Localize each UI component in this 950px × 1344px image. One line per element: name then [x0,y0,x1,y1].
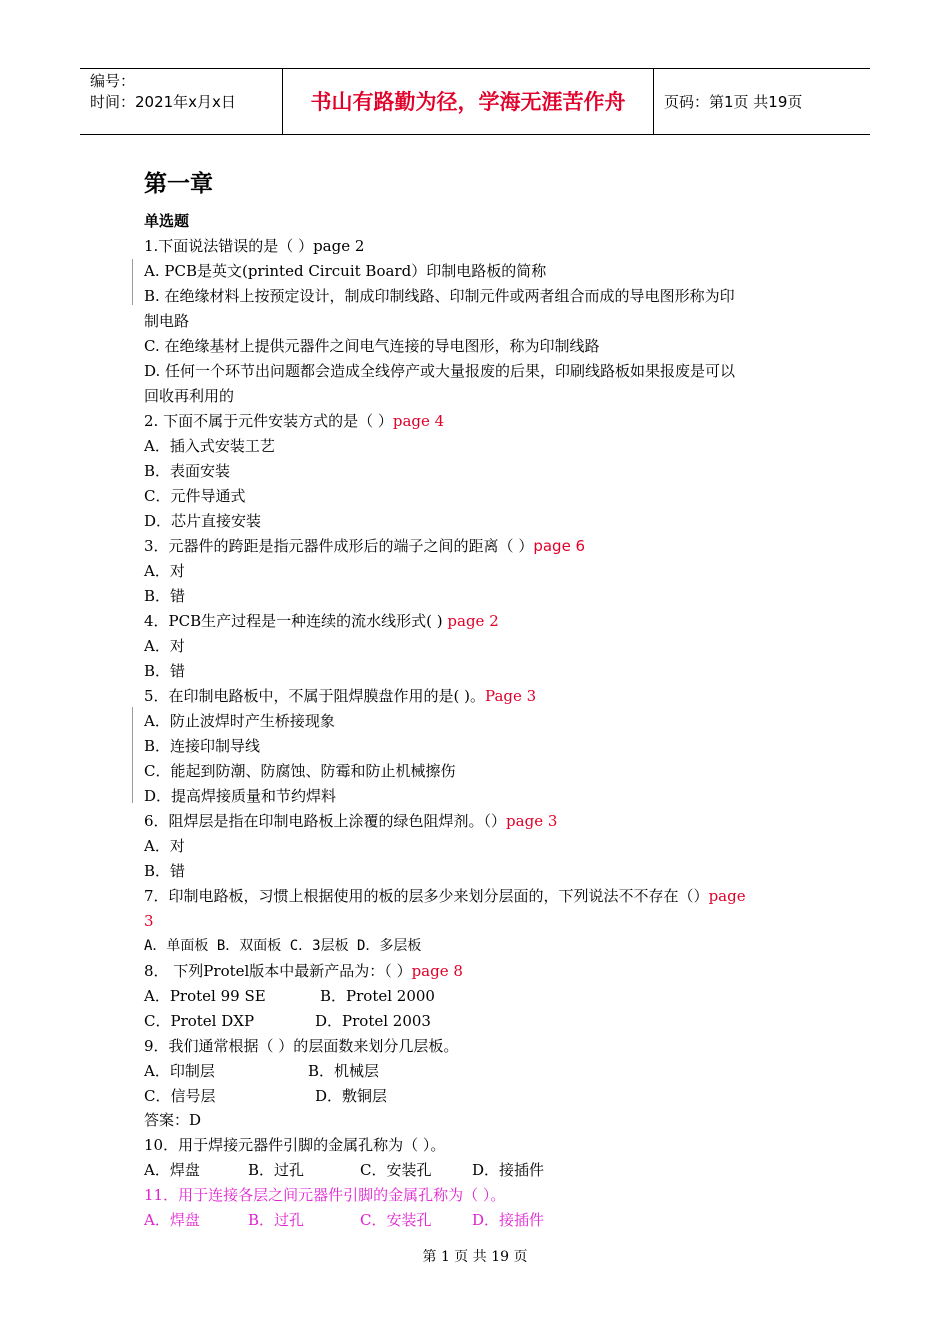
margin-bar [132,707,133,803]
q8-option-a: A．Protel 99 SE [144,987,266,1005]
q3-option-b: B．错 [144,587,186,605]
q9-option-a: A．印制层 [144,1062,215,1080]
q10-option-c: C．安装孔 [360,1161,432,1179]
q8-stem-text: 8． 下列Protel版本中最新产品为：（ ） [144,962,412,980]
q11-option-b: B．过孔 [248,1211,305,1229]
q4-stem-text: 4．PCB生产过程是一种连续的流水线形式( ) [144,612,443,630]
q3-option-a: A．对 [144,562,185,580]
q10-stem: 10．用于焊接元器件引脚的金属孔称为（ ）。 [144,1136,446,1154]
q8-option-d: D．Protel 2003 [315,1012,431,1030]
q7-page-ref-cont: 3 [144,912,154,930]
q1-option-d-cont: 回收再利用的 [144,387,235,405]
q1-option-b: B. 在绝缘材料上按预定设计，制成印制线路、印制元件或两者组合而成的导电图形称为印 [144,287,735,305]
q9-option-c: C．信号层 [144,1087,216,1105]
q8-page-ref: page 8 [411,962,463,980]
q11-option-d: D．接插件 [472,1211,545,1229]
q1-option-b-cont: 制电路 [144,312,190,330]
q11-option-c: C．安装孔 [360,1211,432,1229]
q9-option-d: D．敷铜层 [315,1087,388,1105]
q4-stem [144,611,499,631]
q4-page-ref: page 2 [447,612,499,630]
header-page-label: 页码：第1页 共19页 [664,93,803,111]
q5-option-d: D．提高焊接质量和节约焊料 [144,787,337,805]
q5-option-c: C．能起到防潮、防腐蚀、防霉和防止机械擦伤 [144,762,456,780]
q4-option-a: A．对 [144,637,185,655]
q11-option-a: A．焊盘 [144,1211,200,1229]
q2-option-a: A．插入式安装工艺 [144,437,275,455]
q7-stem [144,886,746,906]
page-header [80,68,870,135]
q4-option-b: B．错 [144,662,186,680]
q5-stem-text: 5．在印制电路板中，不属于阻焊膜盘作用的是( )。 [144,687,486,705]
q9-answer: 答案：D [144,1111,202,1129]
q3-page-ref: page 6 [533,537,586,555]
margin-bar [132,259,133,305]
q6-stem-text: 6．阻焊层是指在印制电路板上涂覆的绿色阻焊剂。（） [144,812,507,830]
header-left [80,69,282,134]
q6-option-b: B．错 [144,862,186,880]
q10-option-b: B．过孔 [248,1161,305,1179]
q1-option-a: A. PCB是英文(printed Circuit Board）印制电路板的简称 [144,262,547,280]
q2-stem [144,411,444,431]
q2-stem-text: 2. 下面不属于元件安装方式的是（ ） [144,412,393,430]
section-title: 单选题 [144,212,190,230]
q2-option-b: B．表面安装 [144,462,231,480]
q1-option-d: D. 任何一个环节出问题都会造成全线停产或大量报废的后果，印刷线路板如果报废是可以 [144,362,736,380]
q7-stem-text: 7．印制电路板，习惯上根据使用的板的层多少来划分层面的，下列说法不不存在（） [144,887,709,905]
q2-option-d: D．芯片直接安装 [144,512,262,530]
q6-option-a: A．对 [144,837,185,855]
q8-stem [144,961,463,981]
q9-option-b: B．机械层 [308,1062,380,1080]
serial-label: 编号： [90,72,136,90]
q9-stem: 9．我们通常根据（ ）的层面数来划分几层板。 [144,1037,459,1055]
q3-stem-text: 3．元器件的跨距是指元器件成形后的端子之间的距离（ ） [144,537,534,555]
q6-page-ref: page 3 [506,812,558,830]
q1-option-c: C. 在绝缘基材上提供元器件之间电气连接的导电图形，称为印制线路 [144,337,600,355]
page-footer: 第 1 页 共 19 页 [422,1249,528,1265]
q2-page-ref: page 4 [392,412,445,430]
q2-option-c: C．元件导通式 [144,487,246,505]
chapter-title: 第一章 [144,171,213,197]
q8-option-b: B．Protel 2000 [320,987,435,1005]
q7-options: A．单面板 B．双面板 C．3层板 D．多层板 [144,938,422,954]
q5-page-ref: Page 3 [485,687,537,705]
header-motto: 书山有路勤为径，学海无涯苦作舟 [282,69,654,134]
q11-stem: 11．用于连接各层之间元器件引脚的金属孔称为（ ）。 [144,1186,506,1204]
q6-stem [144,811,557,831]
q5-stem [144,686,536,706]
q5-option-a: A．防止波焊时产生桥接现象 [144,712,335,730]
q1-stem: 1.下面说法错误的是（ ）page 2 [144,237,365,255]
q5-option-b: B．连接印制导线 [144,737,261,755]
q3-stem [144,536,585,556]
date-label: 时间：2021年x月x日 [90,93,236,111]
q7-page-ref: page [708,887,746,905]
q10-option-a: A．焊盘 [144,1161,200,1179]
q10-option-d: D．接插件 [472,1161,545,1179]
q8-option-c: C．Protel DXP [144,1012,255,1030]
